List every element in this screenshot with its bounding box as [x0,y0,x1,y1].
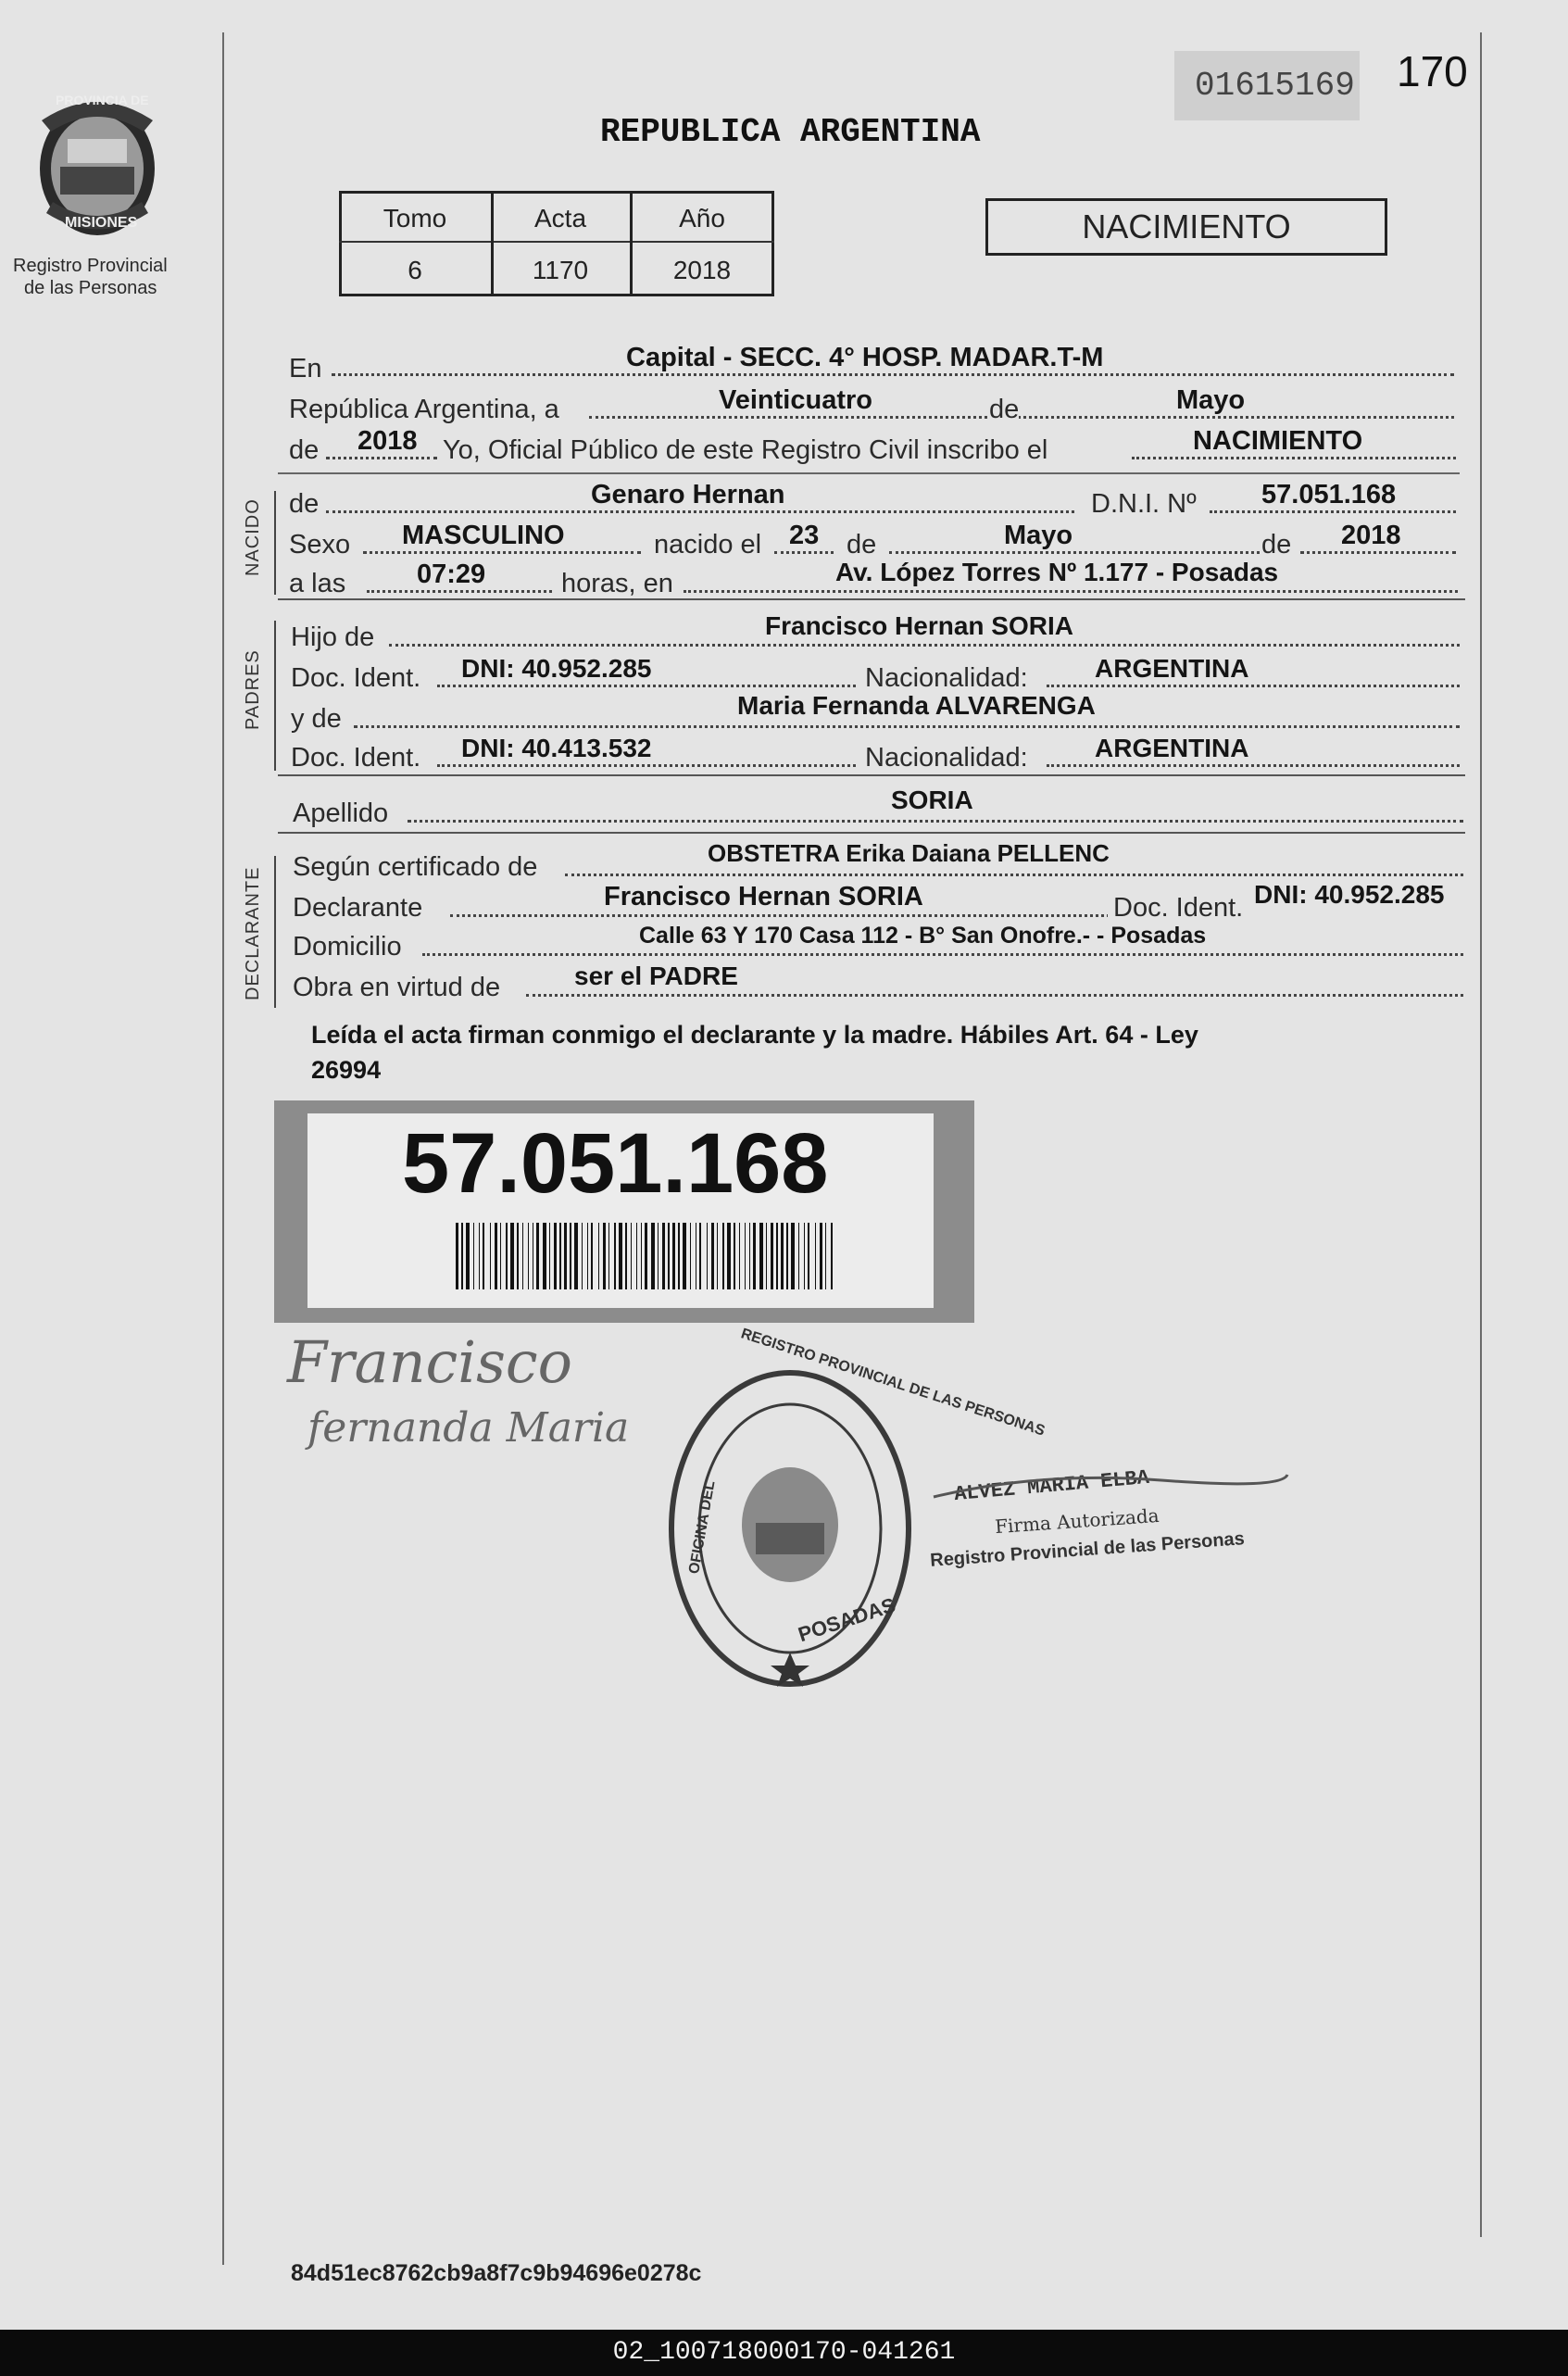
birth-day-dots [774,551,834,554]
table-header-tomo: Tomo [383,204,447,233]
table-value-acta: 1170 [532,256,589,284]
nacido-dni: 57.051.168 [1261,480,1397,509]
padres-bottom-rule [278,774,1465,776]
place-dots [684,590,1458,593]
padres-bracket [274,621,276,771]
father-doc-label: Doc. Ident. [291,663,421,693]
birth-year: 2018 [1341,521,1401,550]
month-value: Mayo [1176,385,1246,415]
mother-dots [354,725,1460,728]
sexo-label: Sexo [289,530,351,559]
horas-label: horas, en [561,569,673,598]
mother-doc: DNI: 40.413.532 [461,734,652,762]
nacido-bottom-rule [278,598,1465,600]
year-value: 2018 [358,426,418,456]
republica-dots [589,416,1454,419]
padres-section-label: PADRES [243,649,263,730]
birth-day: 23 [789,521,820,550]
nacido-top-rule [278,472,1460,474]
decl-doc-label: Doc. Ident. [1108,893,1243,924]
inscribo-value: NACIMIENTO [1193,426,1363,456]
dni-sticker-number: 57.051.168 [402,1116,829,1211]
father-nat-label: Nacionalidad: [865,663,1028,693]
father-dots [389,644,1460,647]
mother-doc-dots [437,764,856,767]
en-dots [332,373,1454,376]
serial-number: 01615169 [1195,67,1355,105]
apellido-value: SORIA [891,786,973,814]
signature-line1: Francisco [287,1328,572,1396]
inscribo-dots [1132,457,1456,459]
birth-place: Av. López Torres Nº 1.177 - Posadas [835,558,1279,586]
en-label: En [289,354,322,383]
father-doc-dots [437,685,856,687]
officer-title: Firma Autorizada [994,1503,1160,1539]
table-header-acta: Acta [533,204,587,233]
nacido-de-label: de [289,489,320,519]
document-hash: 84d51ec8762cb9a8f7c9b94696e0278c [291,2260,702,2286]
registry-name-line1: Registro Provincial [13,256,168,276]
logo-text-bottom: MISIONES [65,215,138,231]
footer-id: 02_100718000170-041261 [0,2330,1568,2376]
alas-label: a las [289,569,346,598]
father-nat: ARGENTINA [1095,654,1249,683]
right-margin-line [1480,32,1482,2237]
cert-value: OBSTETRA Erika Daiana PELLENC [708,839,1110,867]
signature-line2: fernanda Maria [307,1404,630,1452]
nacido-section-label: NACIDO [243,498,263,576]
yde-label: y de [291,704,342,734]
closing-line1: Leída el acta firman conmigo el declarante y la madre. Hábiles Art. 64 - Ley [311,1021,1198,1049]
decl-label: Declarante [293,893,423,923]
year-de-label: de [289,435,320,465]
apellido-dots [408,820,1463,823]
apellido-label: Apellido [293,798,389,828]
father-name: Francisco Hernan SORIA [765,611,1073,640]
nacido-name-dots [326,510,1074,513]
declarante-section-label: DECLARANTE [243,866,263,1000]
obra-value: ser el PADRE [574,962,738,990]
barcode-icon [454,1223,843,1291]
registry-name-line2: de las Personas [24,278,157,298]
father-doc: DNI: 40.952.285 [461,654,652,683]
oficial-text: Yo, Oficial Público de este Registro Civil inscribo el [443,435,1048,465]
officer-registry: Registro Provincial de las Personas [929,1528,1246,1571]
year-dots [326,457,437,459]
birth-time: 07:29 [417,559,486,589]
record-table-divider [339,241,774,243]
birth-de-label: de [847,530,877,559]
en-value: Capital - SECC. 4° HOSP. MADAR.T-M [626,343,1104,372]
seal-text2: OFICINA DEL [686,1479,719,1576]
table-value-tomo: 6 [408,256,422,284]
cert-label: Según certificado de [293,852,538,882]
nacido-name: Genaro Hernan [591,480,785,509]
country-title: REPUBLICA ARGENTINA [600,113,981,151]
father-nat-dots [1047,685,1460,687]
page-number: 170 [1397,47,1468,95]
mother-nat: ARGENTINA [1095,734,1249,762]
declarante-bracket [274,856,276,1008]
seal-city: POSADAS [795,1592,898,1647]
closing-line2: 26994 [311,1056,382,1084]
nacido-dni-label: D.N.I. Nº [1091,489,1197,519]
table-header-ano: Año [679,204,725,233]
birth-year-dots [1300,551,1456,554]
hijo-label: Hijo de [291,622,375,652]
day-value: Veinticuatro [719,385,872,415]
mother-nat-label: Nacionalidad: [865,743,1028,773]
officer-signature-stroke [930,1465,1291,1512]
sexo-value: MASCULINO [402,521,565,550]
decl-doc: DNI: 40.952.285 [1254,880,1445,909]
table-value-ano: 2018 [672,256,732,284]
mother-doc-label: Doc. Ident. [291,743,421,773]
mother-nat-dots [1047,764,1460,767]
sexo-dots [363,551,641,554]
birth-de2-label: de [1261,530,1292,559]
birth-month: Mayo [1004,521,1073,550]
obra-label: Obra en virtud de [293,973,501,1002]
dom-dots [422,953,1463,956]
officer-name: ALVEZ MARIA ELBA [953,1465,1150,1507]
dom-value: Calle 63 Y 170 Casa 112 - B° San Onofre.- - Posadas [639,923,1207,949]
nacido-dni-dots [1210,510,1456,513]
decl-dots [450,914,1154,917]
time-dots-line [367,590,552,593]
dom-label: Domicilio [293,932,402,962]
republica-label: República Argentina, a [289,395,559,424]
left-margin-line [222,32,224,2265]
nacido-bracket [274,491,276,595]
nacido-el-label: nacido el [654,530,762,559]
birth-month-dots [889,551,1260,554]
apellido-bottom-rule [278,832,1465,834]
decl-value: Francisco Hernan SORIA [604,882,923,911]
seal-text: REGISTRO PROVINCIAL DE LAS PERSONAS [738,1326,1047,1439]
cert-dots [565,874,1463,876]
obra-dots [526,994,1463,997]
republica-de-label: de [989,395,1020,424]
logo-text-top: PROVINCIA DE [56,93,149,107]
act-type: NACIMIENTO [1082,207,1291,245]
mother-name: Maria Fernanda ALVARENGA [737,691,1096,720]
